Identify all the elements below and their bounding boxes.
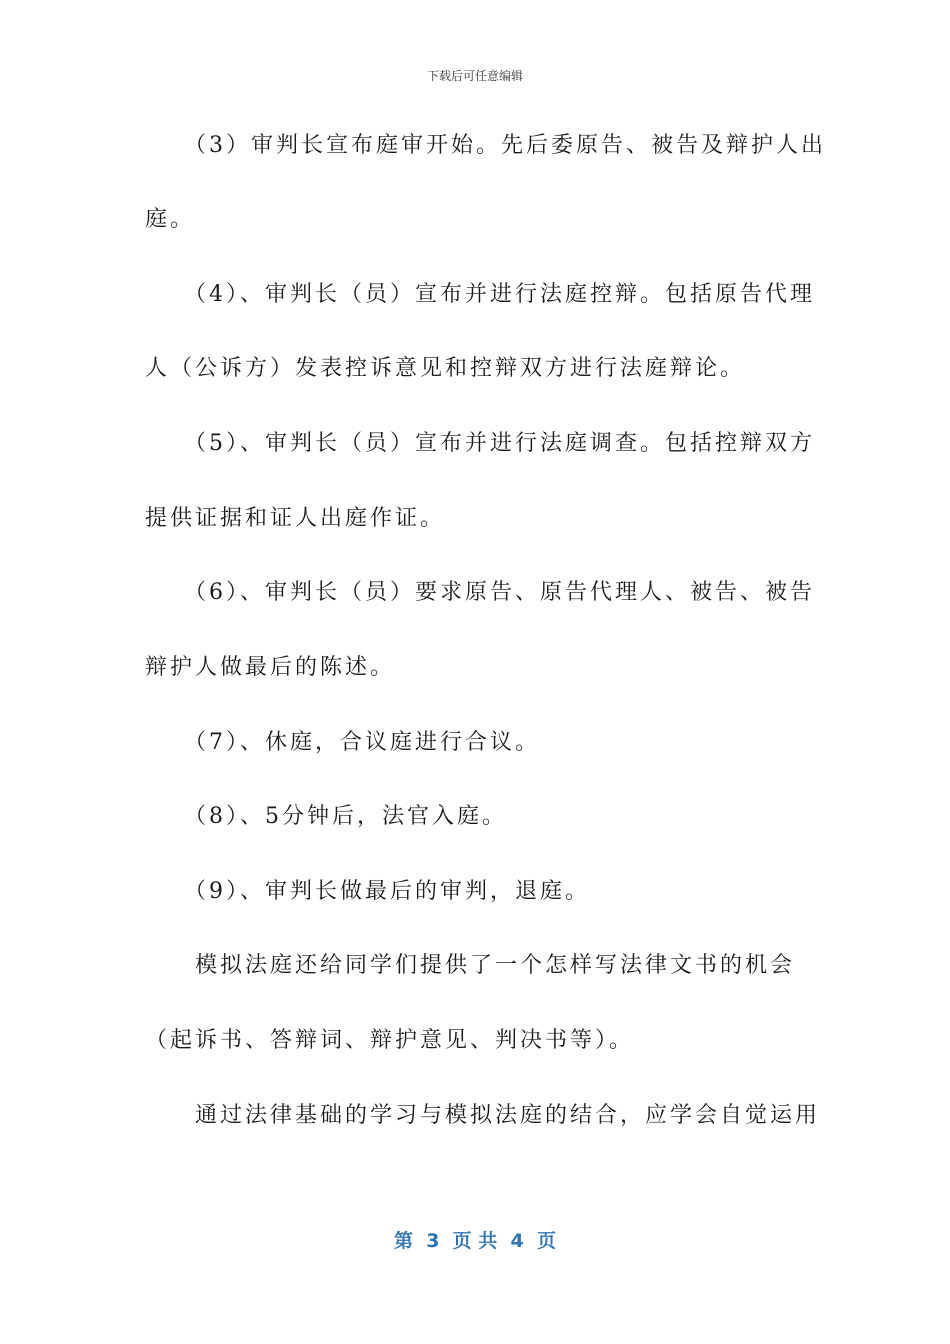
body-line: （3）审判长宣布庭审开始。先后委原告、被告及辩护人出 (145, 133, 826, 158)
body-line: 模拟法庭还给同学们提供了一个怎样写法律文书的机会 (145, 953, 796, 978)
body-line: （8）、5分钟后，法官入庭。 (145, 804, 507, 829)
body-line: 通过法律基础的学习与模拟法庭的结合，应学会自觉运用 (145, 1103, 821, 1128)
body-line: 庭。 (145, 207, 196, 232)
body-line: 提供证据和证人出庭作证。 (145, 506, 446, 531)
body-line: （9）、审判长做最后的审判，退庭。 (145, 879, 590, 904)
body-line: 人（公诉方）发表控诉意见和控辩双方进行法庭辩论。 (145, 356, 746, 381)
body-line: （6）、审判长（员）要求原告、原告代理人、被告、被告 (145, 580, 815, 605)
body-line: 辩护人做最后的陈述。 (145, 655, 396, 680)
page-footer: 第 3 页 共 4 页 (394, 1230, 556, 1252)
body-line: （起诉书、答辩词、辩护意见、判决书等）。 (145, 1028, 635, 1053)
page-header: 下载后可任意编辑 (426, 69, 523, 83)
body-line: （4）、审判长（员）宣布并进行法庭控辩。包括原告代理 (145, 282, 815, 307)
body-line: （7）、休庭，合议庭进行合议。 (145, 730, 540, 755)
body-line: （5）、审判长（员）宣布并进行法庭调查。包括控辩双方 (145, 431, 815, 456)
